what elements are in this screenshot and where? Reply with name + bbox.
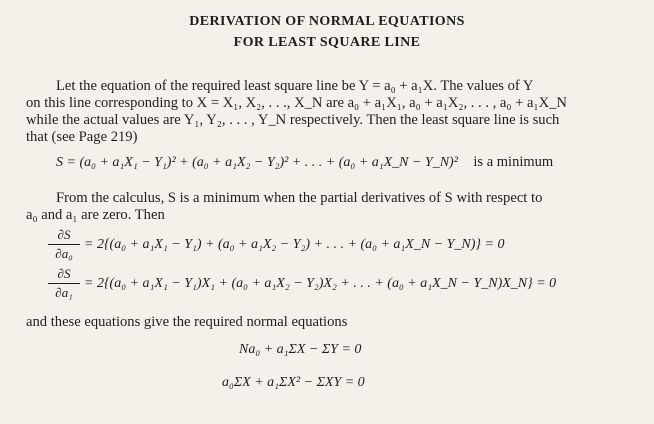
minimum-condition-text: is a minimum <box>473 154 554 170</box>
paragraph-2-line-2: a₀ and a₁ are zero. Then <box>26 207 165 223</box>
paragraph-1-line-4: that (see Page 219) <box>26 129 138 145</box>
partial-derivative-a0-fraction <box>48 228 80 261</box>
fraction-numerator: ∂S <box>57 266 71 281</box>
fraction-denominator: ∂a₀ <box>48 244 80 261</box>
paragraph-3: and these equations give the required normal equations <box>26 314 348 330</box>
paragraph-2-line-1: From the calculus, S is a minimum when the partial derivatives of S with respect to <box>56 190 543 206</box>
paragraph-1-line-2: on this line corresponding to X = X₁, X₂, . . ., X_N are a₀ + a₁X₁, a₀ + a₁X₂, . . . , a₀ + a₁X_N <box>26 95 567 111</box>
fraction-denominator: ∂a₁ <box>48 283 80 300</box>
fraction-numerator: ∂S <box>57 227 71 242</box>
title-line-1: DERIVATION OF NORMAL EQUATIONS <box>189 14 465 29</box>
sum-of-squares-equation <box>56 154 553 171</box>
paragraph-1-line-1: Let the equation of the required least square line be Y = a₀ + a₁X. The values of Y <box>56 78 534 94</box>
partial-derivative-a1-rhs: = 2{(a₀ + a₁X₁ − Y₁)X₁ + (a₀ + a₁X₂ − Y₂)X₂ + . . . + (a₀ + a₁X_N − Y_N)X_N} = 0 <box>84 276 557 291</box>
paragraph-1-line-3: while the actual values are Y₁, Y₂, . . . , Y_N respectively. Then the least square line is such <box>26 112 560 128</box>
title-line-2: FOR LEAST SQUARE LINE <box>233 35 421 50</box>
normal-equation-1: Na₀ + a₁ΣX − ΣY = 0 <box>239 342 362 357</box>
partial-derivative-a0-rhs: = 2{(a₀ + a₁X₁ − Y₁) + (a₀ + a₁X₂ − Y₂) + . . . + (a₀ + a₁X_N − Y_N)} = 0 <box>84 237 505 252</box>
partial-derivative-a1-fraction <box>48 267 80 300</box>
sum-of-squares-expression: S = (a₀ + a₁X₁ − Y₁)² + (a₀ + a₁X₂ − Y₂)² + . . . + (a₀ + a₁X_N − Y_N)² <box>56 155 458 170</box>
normal-equation-2: a₀ΣX + a₁ΣX² − ΣXY = 0 <box>222 375 365 390</box>
